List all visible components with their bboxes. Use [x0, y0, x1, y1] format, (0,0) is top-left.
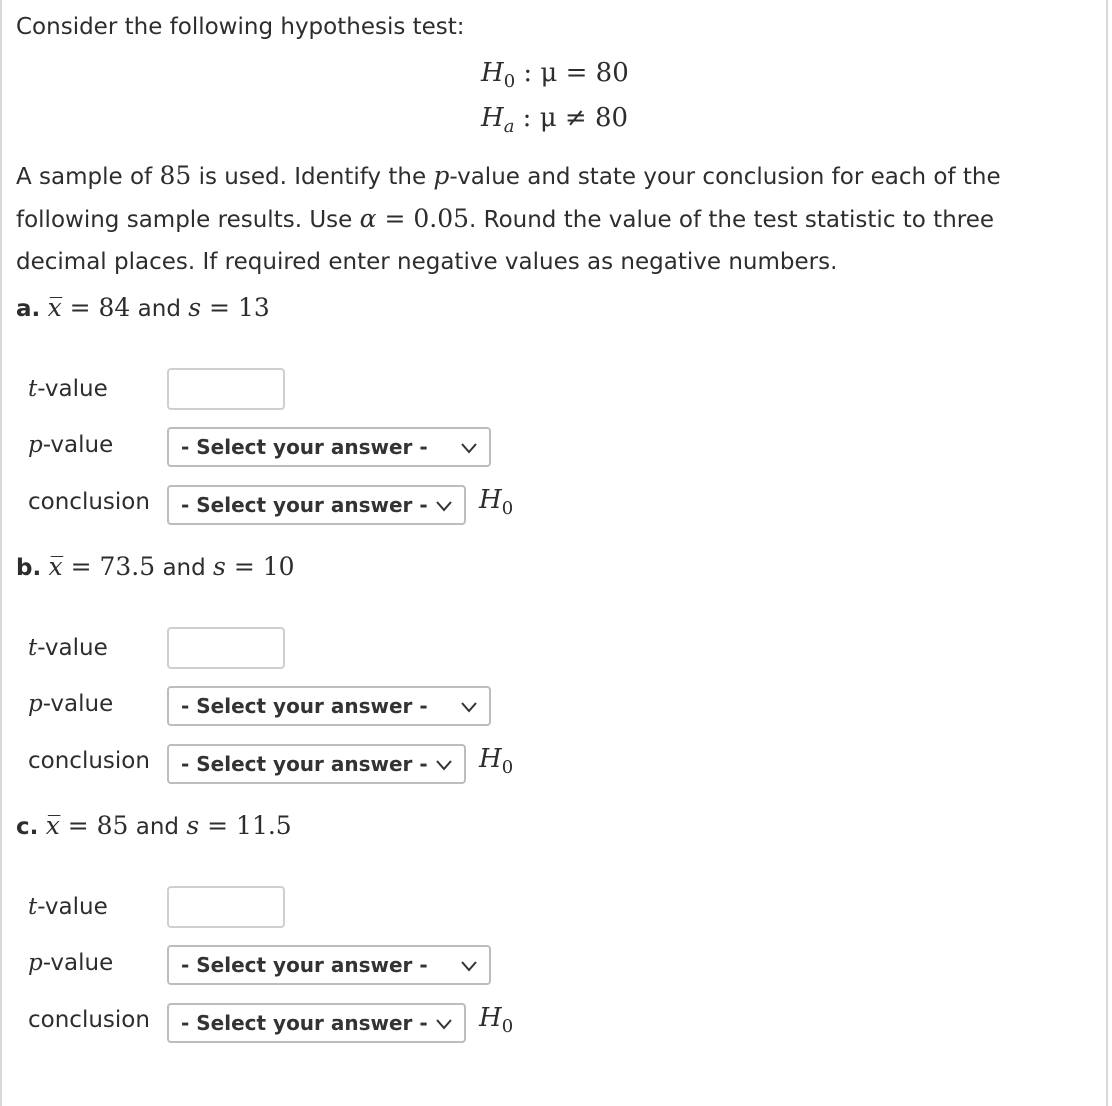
part-b-conclusion-label: conclusion — [28, 748, 150, 774]
chevron-down-icon — [434, 755, 454, 775]
chevron-down-icon — [459, 438, 479, 458]
part-a-heading: a. x̅ = 84 and s = 13 — [16, 293, 270, 322]
null-hypothesis: $H_0$ : μ = 80 — [481, 58, 629, 93]
part-a-t-value-input[interactable] — [167, 368, 285, 410]
select-value: - Select your answer - — [181, 435, 428, 459]
part-a-p-value-label: p-value — [28, 432, 114, 458]
part-c-h0-symbol: $H_0$ — [479, 1003, 514, 1038]
chevron-down-icon — [459, 697, 479, 717]
select-value: - Select your answer - — [181, 752, 428, 776]
part-b-t-value-input[interactable] — [167, 627, 285, 669]
part-a-h0-symbol: $H_0$ — [479, 485, 514, 520]
select-value: - Select your answer - — [181, 1011, 428, 1035]
alternative-hypothesis: $H_a$ : μ ≠ 80 — [481, 103, 629, 138]
part-a-p-value-select[interactable] — [167, 427, 491, 467]
part-b-h0-symbol: $H_0$ — [479, 744, 514, 779]
part-b-t-value-label: t-value — [28, 635, 108, 661]
select-value: - Select your answer - — [181, 493, 428, 517]
part-c-p-value-select[interactable] — [167, 945, 491, 985]
part-b-conclusion-select[interactable] — [167, 744, 466, 784]
instructions-paragraph: A sample of 85 is used. Identify the p-value and state your conclusion for each of the following sample results. Use α = 0.05. Round the value of the test statistic to three decimal places. If required enter negative values as negative numbers. — [16, 161, 1001, 275]
chevron-down-icon — [434, 1014, 454, 1034]
chevron-down-icon — [459, 956, 479, 976]
part-a-conclusion-label: conclusion — [28, 489, 150, 515]
part-c-heading: c. x̅ = 85 and s = 11.5 — [16, 811, 292, 840]
intro-text: Consider the following hypothesis test: — [16, 14, 465, 40]
select-value: - Select your answer - — [181, 694, 428, 718]
select-value: - Select your answer - — [181, 953, 428, 977]
part-a-t-value-label: t-value — [28, 376, 108, 402]
part-c-t-value-label: t-value — [28, 894, 108, 920]
part-c-t-value-input[interactable] — [167, 886, 285, 928]
part-b-p-value-label: p-value — [28, 691, 114, 717]
part-a-conclusion-select[interactable] — [167, 485, 466, 525]
chevron-down-icon — [434, 496, 454, 516]
part-b-heading: b. x̅ = 73.5 and s = 10 — [16, 552, 295, 581]
part-c-conclusion-label: conclusion — [28, 1007, 150, 1033]
part-c-conclusion-select[interactable] — [167, 1003, 466, 1043]
part-b-p-value-select[interactable] — [167, 686, 491, 726]
part-c-p-value-label: p-value — [28, 950, 114, 976]
